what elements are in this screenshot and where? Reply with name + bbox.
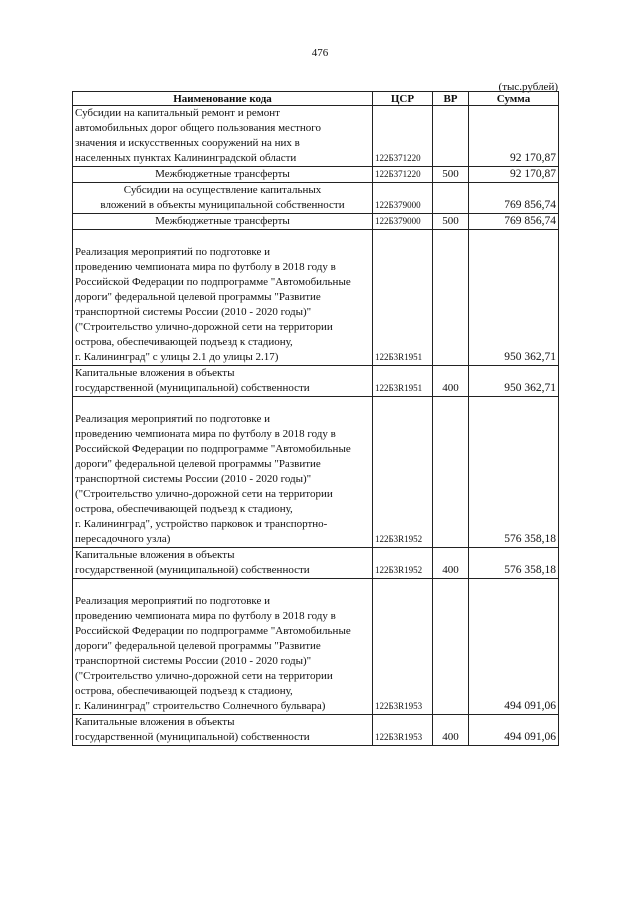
row-sum: 950 362,71: [469, 366, 559, 397]
row-vr: 400: [433, 366, 469, 397]
row-name: Капитальные вложения в объекты государственной (муниципальной) собственности: [73, 366, 373, 397]
table-row: [73, 167, 559, 183]
row-name: Капитальные вложения в объекты государственной (муниципальной) собственности: [73, 715, 373, 746]
row-sum: 950 362,71: [469, 230, 559, 366]
row-csr: 122Б3R1953: [373, 715, 433, 746]
table-row: [73, 230, 559, 366]
row-vr: [433, 579, 469, 715]
row-vr: 400: [433, 715, 469, 746]
row-name: Реализация мероприятий по подготовке и проведению чемпионата мира по футболу в 2018 году в Российской Федерации по подпрограмме "Автомобильные дороги" федеральной целевой программы "Развитие транспортной системы России (2010 - 2020 годы)" ("Строительство улично-дорожной сети на территории острова, обеспечивающей подъезд к стадиону, г. Калининград" с улицы 2.1 до улицы 2.17): [73, 230, 373, 366]
row-name: Межбюджетные трансферты: [73, 167, 373, 183]
table-row: [73, 715, 559, 746]
row-csr: 122Б379000: [373, 214, 433, 230]
table-body: [73, 106, 559, 746]
table-row: [73, 214, 559, 230]
table-row: [73, 397, 559, 548]
row-sum: 92 170,87: [469, 167, 559, 183]
header-name: Наименование кода: [73, 92, 373, 106]
row-csr: 122Б371220: [373, 106, 433, 167]
row-sum: 769 856,74: [469, 183, 559, 214]
row-vr: [433, 230, 469, 366]
row-sum: 576 358,18: [469, 548, 559, 579]
row-vr: 500: [433, 214, 469, 230]
row-vr: 500: [433, 167, 469, 183]
table-row: [73, 548, 559, 579]
row-csr: 122Б3R1953: [373, 579, 433, 715]
row-vr: 400: [433, 548, 469, 579]
row-sum: 576 358,18: [469, 397, 559, 548]
header-vr: ВР: [433, 92, 469, 106]
row-name: Реализация мероприятий по подготовке и проведению чемпионата мира по футболу в 2018 году в Российской Федерации по подпрограмме "Автомобильные дороги" федеральной целевой программы "Развитие транспортной системы России (2010 - 2020 годы)" ("Строительство улично-дорожной сети на территории острова, обеспечивающей подъезд к стадиону, г. Калининград", устройство парковок и транспортно- пересадочного узла): [73, 397, 373, 548]
row-vr: [433, 106, 469, 167]
row-csr: 122Б3R1951: [373, 366, 433, 397]
row-csr: 122Б3R1952: [373, 397, 433, 548]
row-csr: 122Б3R1952: [373, 548, 433, 579]
table-row: [73, 579, 559, 715]
page-number: 476: [311, 47, 329, 59]
row-name: Реализация мероприятий по подготовке и проведению чемпионата мира по футболу в 2018 году в Российской Федерации по подпрограмме "Автомобильные дороги" федеральной целевой программы "Развитие транспортной системы России (2010 - 2020 годы)" ("Строительство улично-дорожной сети на территории острова, обеспечивающей подъезд к стадиону, г. Калининград" строительство Солнечного бульвара): [73, 579, 373, 715]
row-name: Субсидии на осуществление капитальных вложений в объекты муниципальной собственности: [73, 183, 373, 214]
table-header-row: [73, 92, 559, 106]
row-name: Капитальные вложения в объекты государственной (муниципальной) собственности: [73, 548, 373, 579]
row-name: Субсидии на капитальный ремонт и ремонт автомобильных дорог общего пользования местного значения и искусственных сооружений на них в населенных пунктах Калининградской области: [73, 106, 373, 167]
row-sum: 92 170,87: [469, 106, 559, 167]
header-sum: Сумма: [469, 92, 559, 106]
row-name: Межбюджетные трансферты: [73, 214, 373, 230]
table-row: [73, 366, 559, 397]
row-csr: 122Б379000: [373, 183, 433, 214]
row-sum: 494 091,06: [469, 715, 559, 746]
row-sum: 494 091,06: [469, 579, 559, 715]
row-csr: 122Б3R1951: [373, 230, 433, 366]
units-label: (тыс.рублей): [498, 81, 558, 93]
budget-table: [72, 91, 559, 746]
row-vr: [433, 397, 469, 548]
header-csr: ЦСР: [373, 92, 433, 106]
table-row: [73, 106, 559, 167]
table-row: [73, 183, 559, 214]
row-sum: 769 856,74: [469, 214, 559, 230]
row-csr: 122Б371220: [373, 167, 433, 183]
row-vr: [433, 183, 469, 214]
